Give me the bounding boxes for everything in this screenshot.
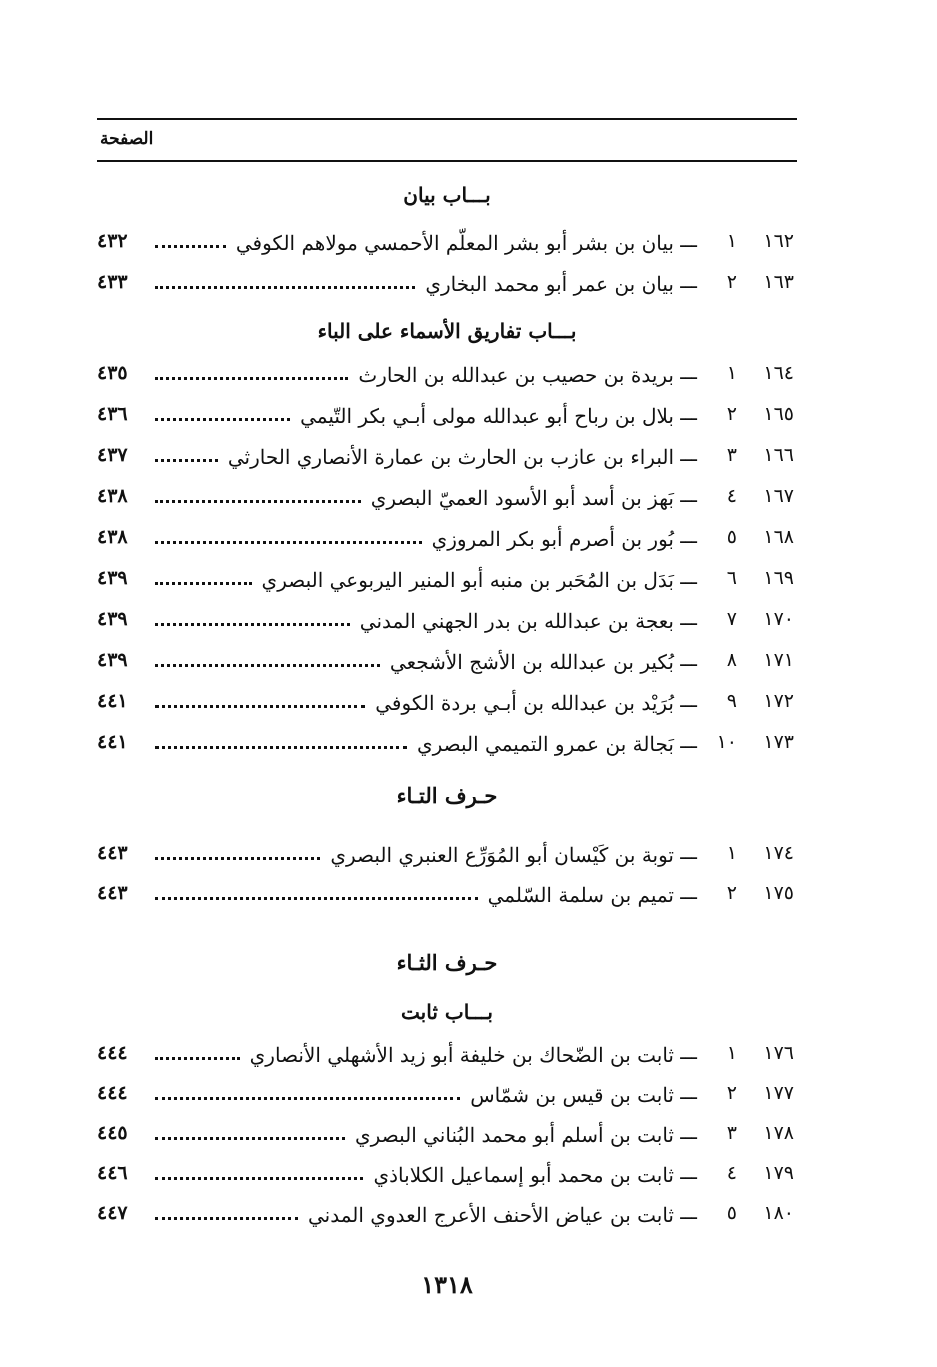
entry-name: بلال بن رباح أبو عبدالله مولى أبـي بكر التّيمي — [300, 404, 674, 428]
entry-sub-number: ٢ — [726, 882, 737, 904]
entry-sub-number: ١ — [726, 230, 737, 252]
entry-name: توبة بن كَيْسان أبو المُوَرِّع العنبري البصري — [330, 843, 674, 867]
index-entry — [97, 481, 797, 515]
header-top-rule — [97, 118, 797, 120]
entry-name: بعجة بن عبدالله بن بدر الجهني المدني — [359, 609, 674, 633]
entry-sub-number: ٧ — [726, 608, 737, 630]
entry-number: ١٦٢ — [763, 230, 794, 252]
entry-line — [155, 442, 674, 472]
entry-number: ١٨٠ — [763, 1202, 794, 1224]
entry-dash: ـــ — [680, 1042, 697, 1064]
entry-line — [155, 647, 674, 677]
entry-leader-dots — [155, 286, 415, 289]
entry-page-number: ٤٣٢ — [97, 230, 128, 252]
page-number: ١٣١٨ — [421, 1270, 473, 1299]
index-entry — [97, 645, 797, 679]
entry-number: ١٦٩ — [763, 567, 794, 589]
entry-name: تميم بن سلمة السّلمي — [487, 883, 674, 907]
entry-leader-dots — [155, 857, 320, 860]
entry-leader-dots — [155, 245, 226, 248]
entry-leader-dots — [155, 541, 422, 544]
entry-sub-number: ٤ — [726, 1162, 737, 1184]
entry-page-number: ٤٤٦ — [97, 1162, 128, 1184]
entry-sub-number: ١ — [726, 1042, 737, 1064]
entry-line — [155, 1160, 674, 1190]
entry-leader-dots — [155, 582, 252, 585]
index-entry — [97, 686, 797, 720]
entry-line — [155, 565, 674, 595]
entry-leader-dots — [155, 1177, 363, 1180]
entry-number: ١٧٧ — [763, 1082, 794, 1104]
entry-dash: ـــ — [680, 1082, 697, 1104]
entry-name: بُكير بن عبدالله بن الأشج الأشجعي — [389, 650, 674, 674]
entry-sub-number: ٢ — [726, 403, 737, 425]
entry-page-number: ٤٣٩ — [97, 567, 128, 589]
section-title-tafariq: بـــاب تفاريق الأسماء على الباء — [317, 319, 577, 343]
index-entry — [97, 1118, 797, 1152]
entry-line — [155, 1040, 674, 1070]
entry-sub-number: ٢ — [726, 271, 737, 293]
entry-page-number: ٤٣٣ — [97, 271, 128, 293]
entry-name: ثابت بن الضّحاك بن خليفة أبو زيد الأشهلي الأنصاري — [249, 1043, 674, 1067]
entry-dash: ـــ — [680, 690, 697, 712]
entry-dash: ـــ — [680, 485, 697, 507]
entry-leader-dots — [155, 664, 380, 667]
entry-line — [155, 1080, 674, 1110]
letter-title-tha: حـرف الثـاء — [396, 950, 498, 975]
entry-dash: ـــ — [680, 842, 697, 864]
index-entry — [97, 267, 797, 301]
entry-number: ١٧٣ — [763, 731, 794, 753]
entry-name: ثابت بن عياض الأحنف الأعرج العدوي المدني — [307, 1203, 674, 1227]
entry-dash: ـــ — [680, 403, 697, 425]
section-title-thabit: بـــاب ثابت — [401, 1000, 493, 1024]
entry-sub-number: ٣ — [726, 444, 737, 466]
section-title-bayan: بـــاب بيان — [403, 183, 491, 207]
entry-line — [155, 688, 674, 718]
entry-name: بَجالة بن عمرو التميمي البصري — [416, 732, 674, 756]
entry-leader-dots — [155, 1137, 345, 1140]
entry-dash: ـــ — [680, 1122, 697, 1144]
entry-page-number: ٤٤١ — [97, 690, 128, 712]
entry-page-number: ٤٤٧ — [97, 1202, 128, 1224]
letter-title-ta: حـرف التـاء — [396, 783, 498, 808]
entry-leader-dots — [155, 459, 218, 462]
entry-dash: ـــ — [680, 882, 697, 904]
entry-dash: ـــ — [680, 1162, 697, 1184]
entry-number: ١٧٤ — [763, 842, 794, 864]
entry-sub-number: ٦ — [726, 567, 737, 589]
entry-line — [155, 483, 674, 513]
entry-number: ١٧٦ — [763, 1042, 794, 1064]
entry-sub-number: ٥ — [726, 1202, 737, 1224]
entry-name: البراء بن عازب بن الحارث بن عمارة الأنصاري الحارثي — [227, 445, 674, 469]
entry-name: بُرَيْد بن عبدالله بن أبـي بردة الكوفي — [375, 691, 674, 715]
entry-number: ١٦٦ — [763, 444, 794, 466]
entry-sub-number: ٤ — [726, 485, 737, 507]
index-entry — [97, 1078, 797, 1112]
page-column-label: الصفحة — [100, 129, 154, 149]
entry-dash: ـــ — [680, 362, 697, 384]
entry-leader-dots — [155, 1217, 298, 1220]
entry-name: بَهز بن أسد أبو الأسود العميّ البصري — [370, 486, 674, 510]
index-entry — [97, 226, 797, 260]
entry-dash: ـــ — [680, 567, 697, 589]
index-entry — [97, 604, 797, 638]
header-bottom-rule — [97, 160, 797, 162]
index-entry — [97, 522, 797, 556]
entry-line — [155, 1120, 674, 1150]
entry-number: ١٧٢ — [763, 690, 794, 712]
entry-line — [155, 606, 674, 636]
entry-number: ١٧١ — [763, 649, 794, 671]
entry-number: ١٧٩ — [763, 1162, 794, 1184]
entry-page-number: ٤٤١ — [97, 731, 128, 753]
entry-number: ١٦٥ — [763, 403, 794, 425]
entry-dash: ـــ — [680, 649, 697, 671]
entry-page-number: ٤٤٣ — [97, 842, 128, 864]
entry-leader-dots — [155, 623, 350, 626]
entry-dash: ـــ — [680, 1202, 697, 1224]
entry-name: بُور بن أصرم أبو بكر المروزي — [431, 527, 674, 551]
entry-dash: ـــ — [680, 230, 697, 252]
entry-name: بيان بن بشر أبو بشر المعلّم الأحمسي مولاهم الكوفي — [235, 231, 674, 255]
index-entry — [97, 440, 797, 474]
entry-number: ١٧٠ — [763, 608, 794, 630]
entry-leader-dots — [155, 897, 478, 900]
entry-number: ١٦٣ — [763, 271, 794, 293]
entry-number: ١٧٥ — [763, 882, 794, 904]
entry-dash: ـــ — [680, 731, 697, 753]
entry-dash: ـــ — [680, 271, 697, 293]
entry-dash: ـــ — [680, 444, 697, 466]
entry-page-number: ٤٣٨ — [97, 485, 128, 507]
entry-page-number: ٤٣٨ — [97, 526, 128, 548]
entry-sub-number: ١ — [726, 362, 737, 384]
index-entry — [97, 1198, 797, 1232]
entry-leader-dots — [155, 418, 290, 421]
index-entry — [97, 399, 797, 433]
entry-page-number: ٤٤٣ — [97, 882, 128, 904]
index-entry — [97, 358, 797, 392]
entry-name: ثابت بن أسلم أبو محمد البُناني البصري — [355, 1123, 674, 1147]
entry-page-number: ٤٤٤ — [97, 1042, 128, 1064]
entry-line — [155, 228, 674, 258]
index-entry — [97, 1038, 797, 1072]
entry-leader-dots — [155, 1057, 240, 1060]
entry-sub-number: ٥ — [726, 526, 737, 548]
entry-name: بريدة بن حصيب بن عبدالله بن الحارث — [358, 363, 674, 387]
entry-dash: ـــ — [680, 526, 697, 548]
entry-sub-number: ٣ — [726, 1122, 737, 1144]
entry-sub-number: ١٠ — [716, 731, 737, 753]
entry-page-number: ٤٣٥ — [97, 362, 128, 384]
entry-sub-number: ١ — [726, 842, 737, 864]
entry-page-number: ٤٣٩ — [97, 649, 128, 671]
entry-page-number: ٤٣٩ — [97, 608, 128, 630]
entry-page-number: ٤٣٧ — [97, 444, 128, 466]
index-entry — [97, 838, 797, 872]
entry-name: ثابت بن قيس بن شمّاس — [470, 1083, 674, 1107]
entry-leader-dots — [155, 746, 407, 749]
entry-page-number: ٤٤٤ — [97, 1082, 128, 1104]
entry-line — [155, 880, 674, 910]
entry-line — [155, 401, 674, 431]
entry-page-number: ٤٣٦ — [97, 403, 128, 425]
entry-line — [155, 360, 674, 390]
entry-line — [155, 1200, 674, 1230]
entry-page-number: ٤٤٥ — [97, 1122, 128, 1144]
entry-line — [155, 840, 674, 870]
entry-name: بيان بن عمر أبو محمد البخاري — [425, 272, 674, 296]
entry-line — [155, 524, 674, 554]
entry-leader-dots — [155, 705, 365, 708]
entry-number: ١٦٨ — [763, 526, 794, 548]
entry-dash: ـــ — [680, 608, 697, 630]
entry-sub-number: ٨ — [726, 649, 737, 671]
entry-leader-dots — [155, 1097, 460, 1100]
index-entry — [97, 563, 797, 597]
entry-leader-dots — [155, 377, 348, 380]
index-entry — [97, 878, 797, 912]
entry-number: ١٦٧ — [763, 485, 794, 507]
entry-line — [155, 269, 674, 299]
entry-name: ثابت بن محمد أبو إسماعيل الكلاباذي — [373, 1163, 674, 1187]
entry-sub-number: ٩ — [726, 690, 737, 712]
entry-leader-dots — [155, 500, 361, 503]
index-entry — [97, 1158, 797, 1192]
entry-line — [155, 729, 674, 759]
entry-sub-number: ٢ — [726, 1082, 737, 1104]
entry-number: ١٧٨ — [763, 1122, 794, 1144]
entry-number: ١٦٤ — [763, 362, 794, 384]
index-entry — [97, 727, 797, 761]
entry-name: بَدَل بن المُحَبر بن منبه أبو المنير اليربوعي البصري — [261, 568, 674, 592]
